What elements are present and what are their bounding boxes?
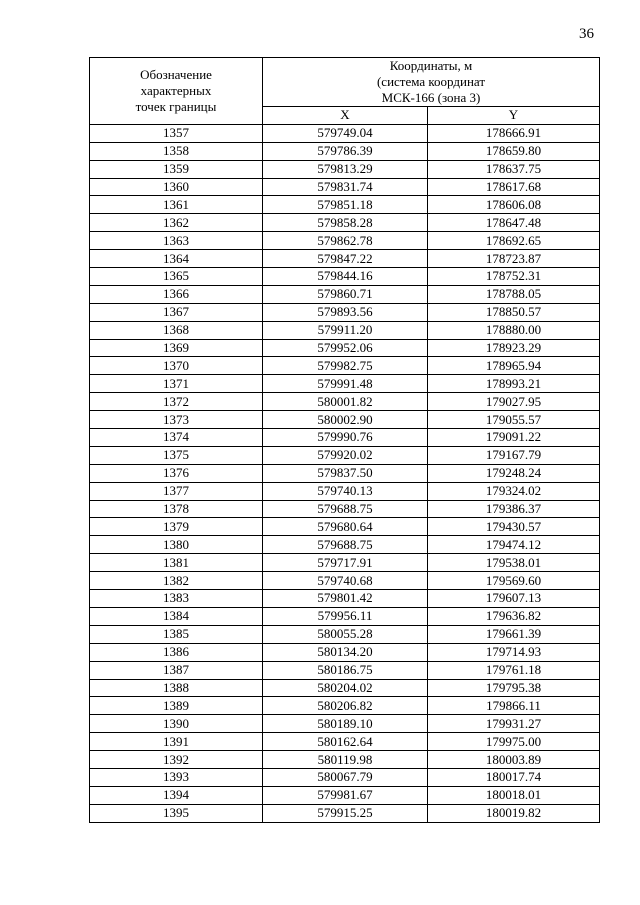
y-coordinate-cell: 179636.82 xyxy=(428,607,600,625)
x-coordinate-cell: 580206.82 xyxy=(263,697,428,715)
point-label-line: характерных xyxy=(140,82,212,98)
point-id-cell: 1394 xyxy=(90,786,263,804)
table-row xyxy=(90,643,600,661)
point-id-cell: 1362 xyxy=(90,214,263,232)
point-id-cell: 1390 xyxy=(90,715,263,733)
table-row xyxy=(90,160,600,178)
y-coordinate-cell: 180003.89 xyxy=(428,751,600,769)
point-id-cell: 1384 xyxy=(90,607,263,625)
table-row xyxy=(90,518,600,536)
x-coordinate-cell: 579991.48 xyxy=(263,375,428,393)
coordinates-label-line: (система координат xyxy=(376,74,486,89)
point-id-cell: 1392 xyxy=(90,751,263,769)
table-row xyxy=(90,429,600,447)
y-coordinate-cell: 180017.74 xyxy=(428,768,600,786)
y-coordinate-cell: 179661.39 xyxy=(428,625,600,643)
point-id-cell: 1376 xyxy=(90,464,263,482)
table-header xyxy=(90,58,600,125)
table-row xyxy=(90,142,600,160)
table-row xyxy=(90,697,600,715)
table-row xyxy=(90,572,600,590)
coordinates-label-line: МСК-166 (зона 3) xyxy=(381,90,481,105)
y-coordinate-cell: 179055.57 xyxy=(428,411,600,429)
x-coordinate-cell: 579813.29 xyxy=(263,160,428,178)
point-id-cell: 1374 xyxy=(90,429,263,447)
point-label-line: Обозначение xyxy=(140,66,212,82)
table-row xyxy=(90,232,600,250)
x-coordinate-cell: 580119.98 xyxy=(263,751,428,769)
x-coordinate-cell: 580189.10 xyxy=(263,715,428,733)
y-coordinate-cell: 178788.05 xyxy=(428,285,600,303)
y-coordinate-cell: 178923.29 xyxy=(428,339,600,357)
point-id-cell: 1377 xyxy=(90,482,263,500)
y-coordinate-cell: 179027.95 xyxy=(428,393,600,411)
y-column-header: Y xyxy=(428,107,600,125)
coordinates-header xyxy=(263,58,600,107)
y-coordinate-cell: 178666.91 xyxy=(428,124,600,142)
table-row xyxy=(90,786,600,804)
x-coordinate-cell: 579981.67 xyxy=(263,786,428,804)
y-coordinate-cell: 178647.48 xyxy=(428,214,600,232)
table-row xyxy=(90,214,600,232)
table-row xyxy=(90,661,600,679)
point-id-cell: 1365 xyxy=(90,268,263,286)
point-id-cell: 1379 xyxy=(90,518,263,536)
y-coordinate-cell: 179761.18 xyxy=(428,661,600,679)
page-number: 36 xyxy=(579,26,594,42)
x-coordinate-cell: 580067.79 xyxy=(263,768,428,786)
point-id-cell: 1388 xyxy=(90,679,263,697)
y-coordinate-cell: 178606.08 xyxy=(428,196,600,214)
point-id-cell: 1375 xyxy=(90,446,263,464)
x-coordinate-cell: 580134.20 xyxy=(263,643,428,661)
table-row xyxy=(90,250,600,268)
point-id-cell: 1378 xyxy=(90,500,263,518)
table-body xyxy=(90,124,600,822)
point-id-cell: 1372 xyxy=(90,393,263,411)
y-coordinate-cell: 179569.60 xyxy=(428,572,600,590)
y-coordinate-cell: 179324.02 xyxy=(428,482,600,500)
y-coordinate-cell: 179866.11 xyxy=(428,697,600,715)
point-id-cell: 1381 xyxy=(90,554,263,572)
x-coordinate-cell: 579801.42 xyxy=(263,590,428,608)
point-id-cell: 1363 xyxy=(90,232,263,250)
y-coordinate-cell: 179607.13 xyxy=(428,590,600,608)
point-id-cell: 1371 xyxy=(90,375,263,393)
x-coordinate-cell: 579831.74 xyxy=(263,178,428,196)
point-id-cell: 1369 xyxy=(90,339,263,357)
coordinates-label-line: Координаты, м xyxy=(389,58,473,73)
point-id-cell: 1370 xyxy=(90,357,263,375)
x-coordinate-cell: 580204.02 xyxy=(263,679,428,697)
y-coordinate-cell: 178617.68 xyxy=(428,178,600,196)
table-row xyxy=(90,500,600,518)
point-id-cell: 1361 xyxy=(90,196,263,214)
x-coordinate-cell: 579862.78 xyxy=(263,232,428,250)
y-coordinate-cell: 179714.93 xyxy=(428,643,600,661)
point-id-cell: 1357 xyxy=(90,124,263,142)
x-coordinate-cell: 579851.18 xyxy=(263,196,428,214)
table-row xyxy=(90,303,600,321)
point-label-header xyxy=(90,58,263,125)
x-coordinate-cell: 579786.39 xyxy=(263,142,428,160)
table-row xyxy=(90,607,600,625)
point-id-cell: 1383 xyxy=(90,590,263,608)
table-row xyxy=(90,536,600,554)
x-coordinate-cell: 579847.22 xyxy=(263,250,428,268)
point-id-cell: 1385 xyxy=(90,625,263,643)
y-coordinate-cell: 179474.12 xyxy=(428,536,600,554)
y-coordinate-cell: 180018.01 xyxy=(428,786,600,804)
point-id-cell: 1368 xyxy=(90,321,263,339)
point-id-cell: 1391 xyxy=(90,733,263,751)
x-coordinate-cell: 579915.25 xyxy=(263,804,428,822)
x-coordinate-cell: 580162.64 xyxy=(263,733,428,751)
y-coordinate-cell: 178752.31 xyxy=(428,268,600,286)
coordinates-table xyxy=(89,57,600,823)
y-coordinate-cell: 178880.00 xyxy=(428,321,600,339)
y-coordinate-cell: 179538.01 xyxy=(428,554,600,572)
point-id-cell: 1380 xyxy=(90,536,263,554)
y-coordinate-cell: 179795.38 xyxy=(428,679,600,697)
y-coordinate-cell: 179430.57 xyxy=(428,518,600,536)
point-id-cell: 1386 xyxy=(90,643,263,661)
y-coordinate-cell: 178993.21 xyxy=(428,375,600,393)
x-coordinate-cell: 580002.90 xyxy=(263,411,428,429)
x-coordinate-cell: 579717.91 xyxy=(263,554,428,572)
x-coordinate-cell: 579952.06 xyxy=(263,339,428,357)
y-coordinate-cell: 180019.82 xyxy=(428,804,600,822)
table-row xyxy=(90,733,600,751)
point-id-cell: 1387 xyxy=(90,661,263,679)
x-coordinate-cell: 579920.02 xyxy=(263,446,428,464)
x-coordinate-cell: 579990.76 xyxy=(263,429,428,447)
table-row xyxy=(90,393,600,411)
table-row xyxy=(90,768,600,786)
y-coordinate-cell: 178965.94 xyxy=(428,357,600,375)
point-id-cell: 1395 xyxy=(90,804,263,822)
table-row xyxy=(90,411,600,429)
x-coordinate-cell: 580055.28 xyxy=(263,625,428,643)
point-label-line: точек границы xyxy=(135,98,217,114)
point-id-cell: 1367 xyxy=(90,303,263,321)
x-coordinate-cell: 580186.75 xyxy=(263,661,428,679)
point-id-cell: 1393 xyxy=(90,768,263,786)
y-coordinate-cell: 179248.24 xyxy=(428,464,600,482)
y-coordinate-cell: 179975.00 xyxy=(428,733,600,751)
table-row xyxy=(90,482,600,500)
x-coordinate-cell: 579860.71 xyxy=(263,285,428,303)
point-id-cell: 1389 xyxy=(90,697,263,715)
table-row xyxy=(90,268,600,286)
x-coordinate-cell: 579982.75 xyxy=(263,357,428,375)
x-coordinate-cell: 579688.75 xyxy=(263,500,428,518)
point-id-cell: 1359 xyxy=(90,160,263,178)
point-id-cell: 1382 xyxy=(90,572,263,590)
table-row xyxy=(90,196,600,214)
y-coordinate-cell: 178637.75 xyxy=(428,160,600,178)
y-coordinate-cell: 178659.80 xyxy=(428,142,600,160)
point-id-cell: 1364 xyxy=(90,250,263,268)
table-row xyxy=(90,357,600,375)
table-row xyxy=(90,679,600,697)
table-row xyxy=(90,446,600,464)
table-row xyxy=(90,339,600,357)
x-coordinate-cell: 579844.16 xyxy=(263,268,428,286)
table-row xyxy=(90,178,600,196)
table-row xyxy=(90,375,600,393)
table-row xyxy=(90,751,600,769)
x-coordinate-cell: 579956.11 xyxy=(263,607,428,625)
table-row xyxy=(90,715,600,733)
table-row xyxy=(90,804,600,822)
point-id-cell: 1373 xyxy=(90,411,263,429)
x-coordinate-cell: 579740.68 xyxy=(263,572,428,590)
table-row xyxy=(90,321,600,339)
x-coordinate-cell: 579688.75 xyxy=(263,536,428,554)
x-coordinate-cell: 579837.50 xyxy=(263,464,428,482)
y-coordinate-cell: 178850.57 xyxy=(428,303,600,321)
x-coordinate-cell: 579893.56 xyxy=(263,303,428,321)
y-coordinate-cell: 179931.27 xyxy=(428,715,600,733)
table-row xyxy=(90,625,600,643)
x-coordinate-cell: 579911.20 xyxy=(263,321,428,339)
x-column-header: X xyxy=(263,107,428,125)
table-row xyxy=(90,590,600,608)
table-row xyxy=(90,124,600,142)
table-row xyxy=(90,464,600,482)
y-coordinate-cell: 178692.65 xyxy=(428,232,600,250)
x-coordinate-cell: 579858.28 xyxy=(263,214,428,232)
x-coordinate-cell: 579740.13 xyxy=(263,482,428,500)
point-id-cell: 1366 xyxy=(90,285,263,303)
table-row xyxy=(90,554,600,572)
y-coordinate-cell: 179167.79 xyxy=(428,446,600,464)
y-coordinate-cell: 178723.87 xyxy=(428,250,600,268)
x-coordinate-cell: 579749.04 xyxy=(263,124,428,142)
y-coordinate-cell: 179091.22 xyxy=(428,429,600,447)
x-coordinate-cell: 579680.64 xyxy=(263,518,428,536)
point-id-cell: 1358 xyxy=(90,142,263,160)
x-coordinate-cell: 580001.82 xyxy=(263,393,428,411)
y-coordinate-cell: 179386.37 xyxy=(428,500,600,518)
point-id-cell: 1360 xyxy=(90,178,263,196)
table-row xyxy=(90,285,600,303)
